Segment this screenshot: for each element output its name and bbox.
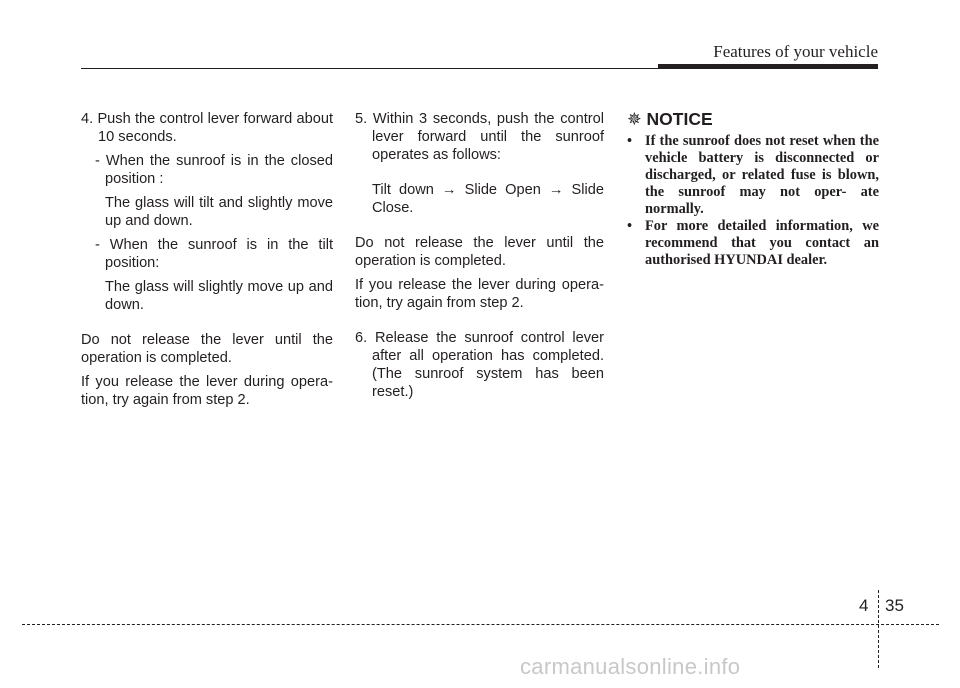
step-6: 6. Release the sunroof control lever after all operation has completed. (The sunroof system has been reset.) [355, 330, 604, 400]
do-not-release-note: Do not release the lever until the operation is completed. [355, 235, 604, 269]
header-rule-accent [658, 64, 878, 69]
bullet-icon: • [627, 133, 633, 149]
page-number: 35 [885, 596, 904, 615]
notice-box [627, 110, 879, 269]
step-4: 4. Push the control lever forward about 10 seconds. [81, 111, 333, 145]
do-not-release-note: Do not release the lever until the operation is completed. [81, 332, 333, 366]
watermark: carmanualsonline.info [520, 654, 741, 679]
footer-divider [878, 590, 879, 668]
tilt-position-result: The glass will slightly move up and down. [105, 279, 333, 313]
column-middle [355, 110, 604, 401]
chapter-number: 4 [859, 596, 869, 615]
column-left [81, 110, 333, 409]
retry-note: If you release the lever during opera- tion, try again from step 2. [81, 374, 333, 408]
retry-note: If you release the lever during opera- tion, try again from step 2. [355, 277, 604, 311]
bullet-icon: • [627, 218, 633, 234]
notice-title: ✵ NOTICE [627, 109, 713, 129]
step-5: 5. Within 3 seconds, push the control lever forward until the sunroof operates as follows: [355, 111, 604, 163]
operation-sequence: Tilt down → Slide Open → Slide Close. [372, 182, 604, 216]
header-title: Features of your vehicle [713, 42, 878, 61]
closed-position-result: The glass will tilt and slightly move up and down. [105, 195, 333, 229]
closed-position-case: - When the sunroof is in the closed position : [95, 153, 333, 187]
notice-list [627, 133, 879, 269]
notice-item: • For more detailed information, we recommend that you contact an authorised HYUNDAI dealer. [627, 218, 879, 268]
notice-item: • If the sunroof does not reset when the vehicle battery is disconnected or discharged, or related fuse is blown, the sunroof may not oper- ate normally. [627, 133, 879, 217]
tilt-position-case: - When the sunroof is in the tilt position: [95, 237, 333, 271]
footer-rule [22, 624, 939, 625]
